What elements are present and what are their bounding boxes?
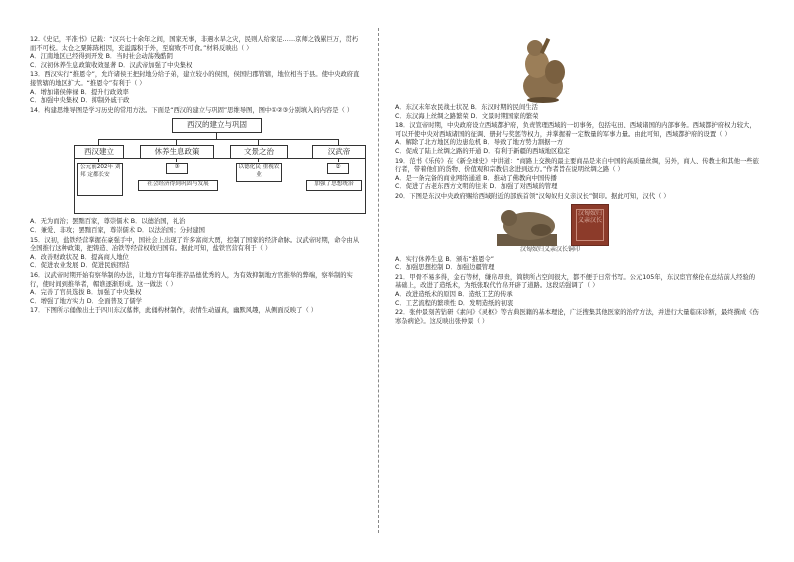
connector-line (98, 139, 338, 140)
question-12-options-ab[interactable]: A．江南地区已经得到开发 B．当时社会动荡残酷阴 (30, 53, 173, 61)
detail-wenjing: 以德化民 重视农业 (236, 163, 282, 182)
figure-20-caption: 汉匈奴归义亲汉长铜印 (519, 245, 580, 253)
right-column (395, 34, 759, 326)
question-12-options-cd[interactable]: C．汉初休养生息政策收效显著 D．汉武帝加强了中央集权 (30, 61, 193, 69)
blank-2: ② (327, 163, 349, 174)
figure-20 (395, 202, 759, 256)
question-12-stem: 12.《史记，平准书》记载：“汉兴七十余年之间，国家无事，非遇水旱之灾，民则人给家足……京师之钱累巨万，贯朽而不可校。太仓之粟陈陈相因，充溢露积于外，至腐败不可食。”材料反映出（ ） (30, 36, 359, 52)
question-14-options-ab[interactable]: A．无为而治；罢黜百家，尊崇儒术 B．以德治国，礼治 (30, 218, 186, 226)
question-20-stem: 20．下图是东汉中央政府赐给西域附近的部族首领“汉匈奴归义亲汉长”铜印。据此可知，汉代（ ） (395, 192, 670, 200)
figure-17 (395, 34, 759, 104)
question-14-stem: 14．构建思维导图是学习历史的常用方法。下面是“西汉的建立与巩固”思维导图，图中①②③分别填入的内容是（ ） (30, 106, 354, 114)
detail-recuperation: 社会经济得到巩固与发展 (138, 180, 218, 191)
column-divider (378, 28, 379, 533)
mind-map-diagram (74, 118, 364, 214)
question-13-stem: 13．西汉实行“推恩令”，允许诸侯王把封地分给子弟，建立较小的侯国，侯国归郡管辖，地位相当于县。使中央政府直接管辖的地区扩大。“推恩令”有利于（ ） (30, 71, 360, 87)
seal-inscription: 汉匈奴归义亲汉长 (576, 209, 604, 241)
question-19-options-cd[interactable]: C．促进了古老东西方文明的往来 D．加强了对西域的管理 (395, 183, 558, 191)
question-21-options-cd[interactable]: C．工艺流程的繁琐性 D．发明造纸的初衷 (395, 299, 514, 307)
question-15-stem: 15．汉初，盐铁经营掌握在豪强手中，国社会上出现了许多富商大贾，控制了国家的经济命脉。汉武帝时期，命令由从全国推行这种政策，把铸造、冶铁等经营权收归国有。据此可知，盐铁官营有利于（ ） (30, 236, 360, 253)
question-18-options-ab[interactable]: A．解除了北方地区的边患危机 B．导致了地方势力割据一方 (395, 139, 564, 147)
connector-line (258, 158, 259, 162)
question-16-options-ab[interactable]: A．完善了官员选拔 B．加强了中央集权 (30, 289, 142, 297)
question-15-options-ab[interactable]: A．改善财政状况 B．提高商人地位 (30, 253, 129, 261)
mind-map-node-recuperation: 休养生息政策 (140, 145, 214, 159)
pottery-figurine-icon (513, 34, 573, 104)
connector-line (216, 132, 217, 139)
question-19-options-ab[interactable]: A．是一条完备的商业网络通道 B．推动了佛教向中国传播 (395, 174, 557, 182)
mind-map-node-founding: 西汉建立 (74, 145, 124, 159)
question-18-stem: 18．汉宣帝时期，中央政府设立西域都护府，负责管理西域的一切事务，包括屯田、西域诸国的内部事务。西域都护府权力较大，可以开使中央对西域诸国的征调、册封与奖惩等权力，并掌握着一定数量的军事力量。由此可知，西域都护府的设置（ ） (395, 122, 756, 138)
question-18-options-cd[interactable]: C．促成了陆上丝绸之路的开通 D．有利于新疆的西域地区稳定 (395, 147, 570, 155)
question-20-options-ab[interactable]: A．实行休养生息 B．颁布“推恩令” (395, 255, 495, 263)
mind-map-title: 西汉的建立与巩固 (172, 118, 262, 133)
left-column (30, 36, 364, 316)
question-14-options-cd[interactable]: C．兼爱、非攻；罢黜百家，尊崇儒术 D．以法治国；分封建国 (30, 226, 205, 234)
question-21-options-ab[interactable]: A．改进造纸术的原因 B．造纸工艺的传承 (395, 290, 513, 298)
bronze-seal-icon (495, 204, 565, 248)
question-13-options-ab[interactable]: A．增加诸侯俸禄 B．提升行政效率 (30, 88, 129, 96)
question-16-stem: 16．汉武帝时期开始有察举制的办法，让地方官每年推荐品德优秀的人，为有效抑制地方官推举的弊端，察举制的实行，使时间到推举者，帽谯逐渐形成。这一做法（ ） (30, 271, 353, 288)
question-16-options-cd[interactable]: C．增强了地方实力 D．全面普及了儒学 (30, 297, 142, 305)
question-21-stem: 21．甲骨不易多得，金石等材，缣帛昂贵，简牍所占空间很大，都不便于日常书写。公元105年，东汉宦官蔡伦在总结前人经验的基础上，改进了造纸术，为纸张取代竹帛开辟了道路。这段话强调了（ ） (395, 273, 756, 290)
mind-map-node-wudi: 汉武帝 (312, 145, 366, 159)
question-17-stem: 17．下图所示俑像出土于四川东汉墓葬，此俑构材制作，表情生动逼真，幽默风趣，从侧面反映了（ ） (30, 307, 318, 315)
connector-line (176, 158, 177, 162)
question-17-options-cd[interactable]: C．东汉海上丝绸之路繁荣 D．文景时期国家的繁荣 (395, 112, 539, 120)
detail-founding: 公元前202年 刘邦 定都长安 (77, 163, 123, 196)
question-17-options-ab[interactable]: A．东汉末年农民战士状况 B．东汉时期的民间生活 (395, 104, 538, 111)
question-22-stem: 22．张仲景刻苦钻研《素问》《灵枢》等古典医籍的基本理论，广泛搜集其他医家的治疗方法，并进行大量临床诊断，最终撰成《伤寒杂病论》。这反映出张仲景（ ） (395, 309, 759, 325)
question-20-options-cd[interactable]: C．加强思想控制 D．加强边疆管理 (395, 264, 495, 272)
mind-map-node-wenjing: 文景之治 (230, 145, 288, 159)
question-13-options-cd[interactable]: C．加强中央集权 D．抑制外戚干政 (30, 97, 130, 105)
blank-3: ③ (166, 163, 188, 174)
connector-line (98, 158, 99, 162)
question-19-stem: 19．范书《乐传》在《新全球史》中讲道：“商路上交换的最主要商品是来自中国的高质量丝绸，另外，商人、传教士和其他一些旅行者，带着他们的货物、价值观和宗教信念进到远方。”作者旨在说明丝绸之路（ ） (395, 157, 759, 174)
question-15-options-cd[interactable]: C．促进农业发展 D．促进民族团结 (30, 262, 130, 270)
connector-line (338, 158, 339, 162)
seal-stamp-icon (571, 204, 609, 246)
detail-wudi: 加强了思想统治 (306, 180, 362, 191)
